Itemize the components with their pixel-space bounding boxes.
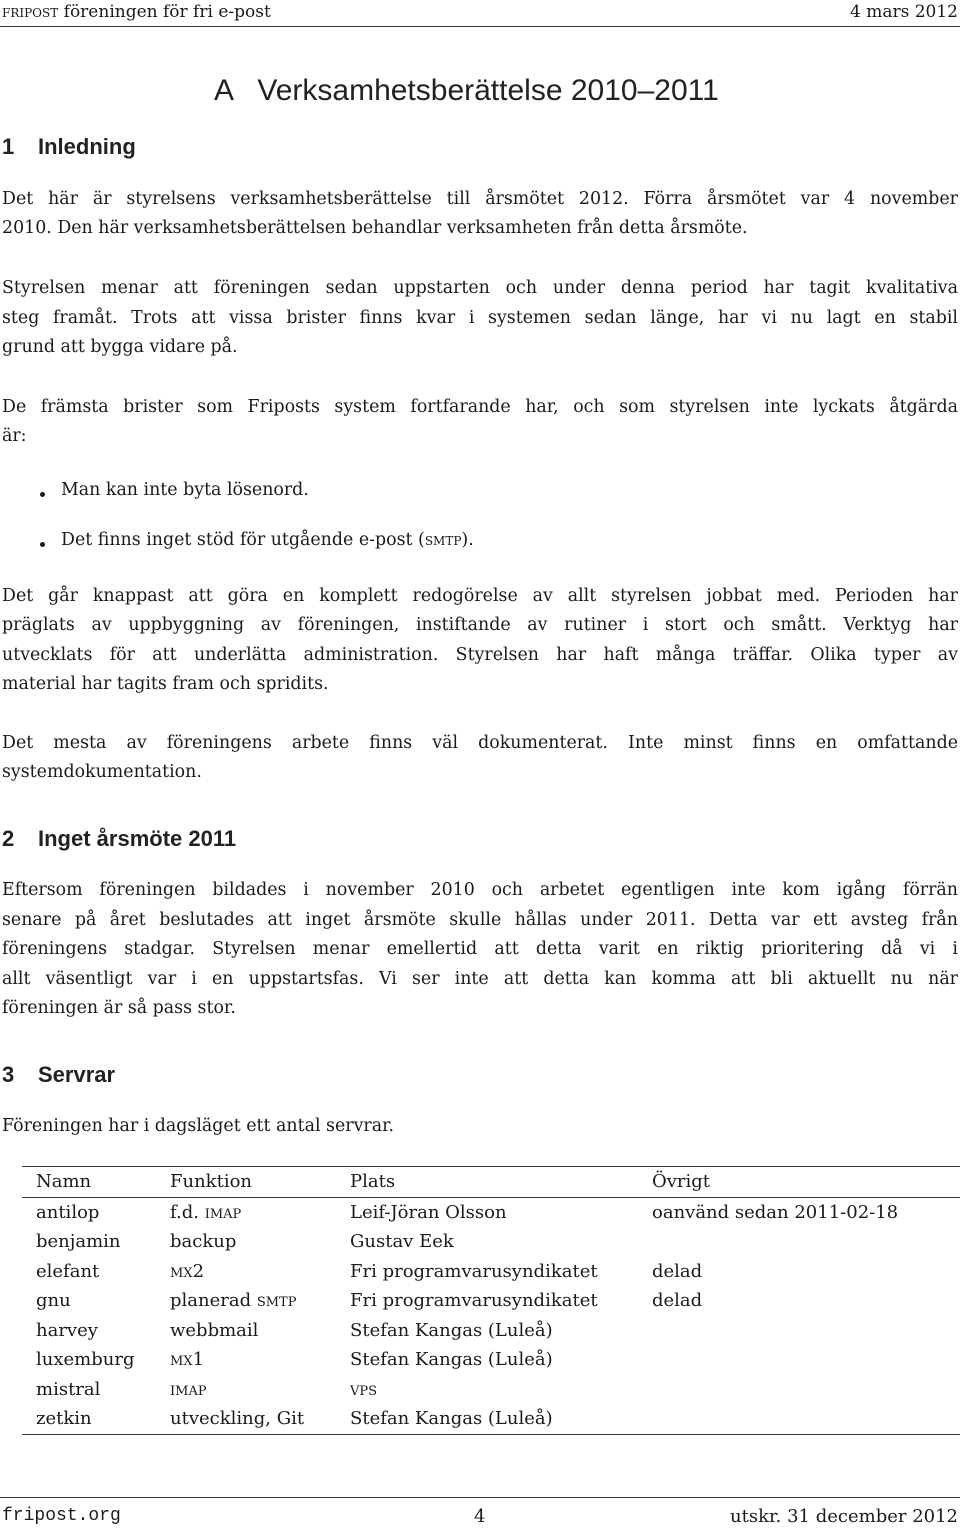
brand-name: fripost (2, 2, 59, 22)
table-cell: gnu (36, 1290, 71, 1312)
paragraph-line: föreningen är så pass stor. (2, 998, 236, 1018)
bullet-item: Man kan inte byta lösenord. (61, 480, 309, 500)
table-cell: oanvänd sedan 2011-02-18 (652, 1201, 899, 1223)
table-cell (638, 1375, 960, 1405)
table-cell: benjamin (36, 1231, 121, 1253)
table-header-row (22, 1167, 960, 1198)
table-cell: Leif-Jöran Olsson (350, 1201, 507, 1223)
section-title: Inledning (38, 134, 136, 159)
table-cell: antilop (36, 1201, 100, 1223)
bullet-text-pre: Det finns inget stöd för utgående e-post ( (61, 530, 425, 550)
section-number: 1 (2, 134, 15, 159)
table-row (22, 1404, 960, 1434)
table-cell-abbrev: imap (204, 1201, 242, 1223)
paragraph-line: är: (2, 426, 27, 446)
print-date: utskr. 31 december 2012 (730, 1506, 958, 1527)
table-cell: Stefan Kangas (Luleå) (350, 1349, 553, 1371)
section-heading (2, 1062, 115, 1088)
column-header: Funktion (170, 1171, 253, 1193)
paragraph-line: Styrelsen menar att föreningen sedan uppstarten och under denna period har tagit kvalitativa (2, 278, 958, 298)
table-cell: planerad smtp (170, 1290, 297, 1312)
paragraph-line: Eftersom föreningen bildades i november 2010 och arbetet egentligen inte kom igång förrän (2, 880, 958, 900)
smtp-abbrev: smtp (424, 530, 462, 550)
paragraph-line: Det går knappast att göra en komplett redogörelse av allt styrelsen jobbat med. Perioden har (2, 586, 958, 606)
table-cell: delad (652, 1290, 703, 1312)
header-subtitle: föreningen för fri e-post (58, 2, 271, 22)
bullet-item (61, 530, 474, 550)
table-row (22, 1197, 960, 1227)
header-rule (0, 26, 960, 27)
table-cell: luxemburg (36, 1349, 135, 1371)
table-cell: elefant (36, 1260, 100, 1282)
paragraph-line: grund att bygga vidare på. (2, 337, 238, 357)
column-header: Plats (350, 1171, 396, 1193)
paragraph-line: steg framåt. Trots att vissa brister finns kvar i systemen sedan länge, har vi nu lagt en stabil (2, 308, 958, 328)
section-heading (2, 134, 136, 160)
column-header: Namn (36, 1171, 92, 1193)
servers-table (22, 1166, 960, 1435)
table-cell: webbmail (170, 1319, 259, 1341)
table-cell: Stefan Kangas (Luleå) (350, 1319, 553, 1341)
section-number: 3 (2, 1062, 15, 1087)
table-cell (638, 1404, 960, 1434)
table-cell: utveckling, Git (170, 1408, 305, 1430)
section-number: 2 (2, 826, 15, 851)
paragraph-line: 2010. Den här verksamhetsberättelsen behandlar verksamheten från detta årsmöte. (2, 218, 748, 238)
section-title: Inget årsmöte 2011 (38, 826, 237, 851)
column-header: Övrigt (652, 1171, 711, 1193)
table-cell: mistral (36, 1378, 101, 1400)
footer-site-link[interactable]: fripost.org (2, 1506, 121, 1526)
paragraph-line: utvecklats för att underlätta administration. Styrelsen har haft många träffar. Olika typer av (2, 645, 958, 665)
table-cell: harvey (36, 1319, 98, 1341)
table-cell: mx2 (170, 1260, 205, 1282)
table-cell: backup (170, 1231, 237, 1253)
section-heading (2, 826, 236, 852)
paragraph-line: material har tagits fram och spridits. (2, 674, 329, 694)
paragraph-line: föreningens stadgar. Styrelsen menar emellertid att detta varit en riktig prioritering då vi i (2, 939, 958, 959)
running-header-title (2, 2, 271, 22)
table-cell: Fri programvarusyndikatet (350, 1290, 598, 1312)
table-row (22, 1345, 960, 1375)
section-title: Servrar (38, 1062, 116, 1087)
bullet-marker (40, 492, 45, 497)
table-cell: imap (170, 1378, 207, 1400)
table-cell: f.d. imap (170, 1201, 242, 1223)
footer-rule (0, 1497, 960, 1498)
table-cell: Fri programvarusyndikatet (350, 1260, 598, 1282)
table-row (22, 1286, 960, 1316)
table-cell (638, 1227, 960, 1257)
paragraph-line: allt väsentligt var i en uppstartsfas. Vi ser inte att detta kan komma att bli aktuellt nu när (2, 969, 958, 989)
table-cell: Stefan Kangas (Luleå) (350, 1408, 553, 1430)
paragraph-line: präglats av uppbyggning av föreningen, instiftande av rutiner i stort och smått. Verktyg har (2, 615, 958, 635)
paragraph-line: Det mesta av föreningens arbete finns väl dokumenterat. Inte minst finns en omfattande (2, 733, 958, 753)
table-cell: zetkin (36, 1408, 92, 1430)
paragraph-line: Det här är styrelsens verksamhetsberättelse till årsmötet 2012. Förra årsmötet var 4 november (2, 189, 958, 209)
bullet-marker (40, 542, 45, 547)
table-row (22, 1257, 960, 1287)
paragraph-line: Föreningen har i dagsläget ett antal servrar. (2, 1116, 395, 1136)
paragraph-line: systemdokumentation. (2, 762, 202, 782)
appendix-title: A Verksamhetsberättelse 2010–2011 (214, 74, 719, 107)
paragraph-line: De främsta brister som Friposts system fortfarande har, och som styrelsen inte lyckats åtgärda (2, 397, 958, 417)
page-number: 4 (474, 1506, 486, 1527)
bullet-text-post: ). (461, 530, 474, 550)
paragraph-line: senare på året beslutades att inget årsmöte skulle hållas under 2011. Detta var ett avsteg från (2, 910, 958, 930)
table-cell (638, 1345, 960, 1375)
table-row (22, 1227, 960, 1257)
header-date: 4 mars 2012 (850, 2, 958, 22)
table-cell: delad (652, 1260, 703, 1282)
table-cell: mx1 (170, 1349, 205, 1371)
table-row (22, 1375, 960, 1405)
table-cell (638, 1316, 960, 1346)
table-row (22, 1316, 960, 1346)
table-cell: vps (350, 1378, 378, 1400)
table-cell: Gustav Eek (350, 1231, 454, 1253)
table-cell-abbrev: smtp (256, 1290, 297, 1312)
